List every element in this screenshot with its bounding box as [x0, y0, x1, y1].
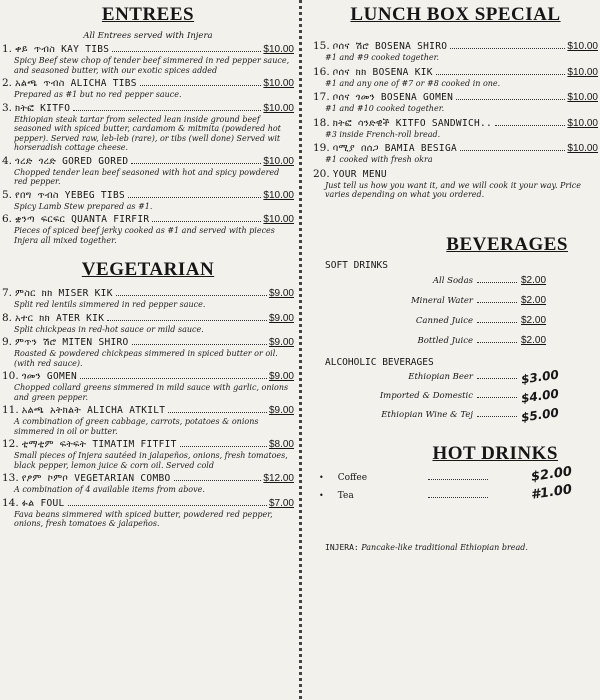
dotted-leader	[131, 163, 261, 164]
menu-item-description: Fava beans simmered with spiced butter, powdered red pepper, onions, fresh tomatoes & jalapeños.	[14, 509, 273, 528]
menu-item-description: Spicy Beef stew chop of tender beef simmered in red pepper sauce, and seasoned butter, with our exotic spices added	[14, 56, 290, 75]
menu-item	[2, 312, 294, 335]
beverage-name: Bottled Juice	[417, 335, 473, 346]
menu-item-name: ጎረድ ጎረድ GORED GORED	[15, 155, 129, 167]
menu-item	[313, 91, 598, 114]
menu-item	[313, 142, 598, 165]
dotted-leader	[107, 320, 267, 321]
menu-item-number: 6.	[2, 213, 13, 225]
menu-item	[2, 77, 294, 100]
menu-item	[2, 336, 294, 368]
menu-item	[313, 40, 598, 63]
beverage-row	[313, 311, 598, 331]
entrees-subtitle: All Entrees served with Injera	[83, 31, 213, 41]
hot-drink-name: Coffee	[337, 472, 368, 483]
menu-item-line	[2, 370, 294, 383]
dotted-leader	[436, 74, 566, 75]
menu-item-name: አተር ክክ ATER KIK	[15, 312, 105, 324]
dotted-leader	[68, 505, 267, 506]
hot-drinks-title: HOT DRINKS	[432, 442, 558, 464]
menu-item-price: $10.00	[567, 117, 598, 129]
menu-item	[2, 404, 294, 436]
menu-item-description: Small pieces of Injera sautéed in jalapeños, onions, fresh tomatoes, black pepper, lemon juice & corn oil. Served cold	[14, 451, 288, 470]
beverage-price: $2.00	[521, 294, 547, 306]
menu-item-line	[313, 142, 598, 155]
dotted-leader	[152, 221, 261, 222]
dotted-leader	[112, 51, 261, 52]
lunch-box-title: LUNCH BOX SPECIAL	[350, 4, 561, 25]
menu-item-number: 7.	[2, 287, 13, 299]
menu-item-line	[2, 213, 294, 226]
menu-item-line	[2, 287, 294, 300]
soft-drinks-list	[313, 271, 598, 351]
menu-item-line	[2, 155, 294, 168]
menu-item-price: $9.00	[268, 312, 294, 324]
menu-item-name: አልጫ አትክልት ALICHA ATKILT	[21, 405, 166, 416]
menu-item-number: 11.	[2, 404, 19, 416]
dotted-leader	[128, 197, 261, 198]
menu-item-line	[2, 77, 294, 90]
menu-item	[2, 287, 294, 310]
column-divider	[299, 0, 302, 700]
menu-item	[313, 117, 598, 140]
menu-item-description: #1 and any one of #7 or #8 cooked in one.	[325, 78, 501, 88]
menu-item-name: አልጫ ጥብስ ALICHA TIBS	[15, 78, 137, 89]
menu-item-description: Ethiopian steak tartar from selected lean inside ground beef seasoned with spiced butter, cardamom & mitmita (powdered hot pepper). Served raw, leb-leb (rare), or tibs (well done) Served wit horseradish cottage cheese.	[14, 114, 281, 152]
menu-item-number: 8.	[2, 311, 13, 324]
menu-item-number: 18.	[313, 116, 330, 129]
menu-item-number: 1.	[2, 43, 13, 55]
alcoholic-list	[313, 368, 598, 425]
handwritten-price: $4.00	[520, 385, 560, 406]
menu-item-line	[313, 40, 598, 53]
injera-text: Pancake-like traditional Ethiopian bread.	[361, 542, 528, 552]
menu-item	[2, 438, 294, 470]
beverage-name: Ethiopian Wine & Tej	[381, 409, 473, 420]
dotted-leader	[80, 378, 267, 379]
menu-item-price: $8.00	[268, 439, 294, 450]
menu-item-description: Chopped collard greens simmered in mild sauce with garlic, onions and green pepper.	[14, 383, 289, 402]
beverage-price: $2.00	[521, 314, 547, 326]
handwritten-price: $3.00	[520, 366, 560, 387]
menu-item-price: $10.00	[263, 44, 294, 55]
bullet-icon: •	[319, 472, 324, 482]
menu-item-price: $10.00	[567, 41, 598, 52]
dotted-leader	[428, 497, 488, 498]
menu-item-name: ፉል FOUL	[21, 497, 65, 509]
menu-item-number: 12.	[2, 438, 19, 450]
menu-item-number: 13.	[2, 472, 19, 484]
dotted-leader	[477, 342, 517, 343]
menu-item-number: 20.	[313, 167, 330, 180]
menu-item-name: ቦሰና ጎመን BOSENA GOMEN	[332, 92, 454, 103]
menu-item-price: $10.00	[263, 214, 294, 225]
menu-item	[2, 497, 294, 529]
menu-item-line	[313, 66, 598, 79]
menu-item-number: 3.	[2, 101, 13, 114]
dotted-leader	[132, 344, 267, 345]
menu-item-name: YOUR MENU	[332, 168, 387, 180]
menu-item-price: $9.00	[268, 371, 294, 382]
handwritten-price: $2.00	[530, 463, 573, 485]
menu-item-price: $10.00	[263, 78, 294, 89]
menu-item-line	[313, 117, 598, 130]
menu-item-line	[2, 189, 294, 202]
menu-item-description: Pieces of spiced beef jerky cooked as #1 and served with pieces Injera all mixed together.	[14, 226, 275, 245]
menu-item-name: ቲማቲም ፍትፍት TIMATIM FITFIT	[21, 439, 177, 450]
menu-item-description: #1 and #10 cooked together.	[325, 104, 445, 113]
injera-label: INJERA:	[325, 542, 359, 552]
menu-item-name: ቋንጣ ፍርፍር QUANTA FIRFIR	[15, 214, 150, 225]
menu-item-number: 10.	[2, 370, 19, 382]
menu-item-description: #3 inside French-roll bread.	[325, 129, 441, 139]
menu-item	[313, 66, 598, 89]
menu-item-name: ምስር ክክ MISER KIK	[15, 288, 113, 299]
injera-note	[325, 543, 598, 552]
lunch-box-list	[313, 40, 598, 200]
soft-drinks-heading: SOFT DRINKS	[325, 259, 388, 271]
menu-item-name: ቀይ ጥብስ KAY TIBS	[15, 44, 110, 55]
menu-item	[2, 155, 294, 187]
vegetarian-title: VEGETARIAN	[81, 259, 215, 280]
menu-item-name: ክትፎ KITFO	[15, 102, 71, 114]
menu-item-name: ባሚያ በሰጋ BAMIA BESIGA	[332, 143, 457, 154]
menu-item	[2, 102, 294, 153]
dotted-leader	[477, 378, 517, 379]
entree-list	[2, 43, 294, 245]
beverage-name: Canned Juice	[415, 315, 473, 326]
hot-drink-name: Tea	[337, 490, 354, 501]
beverage-name: Mineral Water	[410, 295, 473, 306]
menu-item-description: #1 cooked with fresh okra	[325, 155, 433, 164]
menu-item-price: $10.00	[263, 155, 294, 167]
handwritten-price: #1.00	[530, 481, 573, 503]
beverages-title: BEVERAGES	[446, 233, 568, 255]
menu-item	[2, 213, 294, 245]
dotted-leader	[73, 110, 261, 111]
menu-item	[2, 43, 294, 75]
menu-item-line	[313, 168, 598, 181]
menu-item-line	[313, 91, 598, 104]
menu-item-name: ክትፎ ሳንድዊች KITFO SANDWICH..	[332, 117, 493, 129]
menu-item-description: Chopped tender lean beef seasoned with hot and spicy powdered red pepper.	[14, 167, 280, 186]
menu-item-line	[2, 404, 294, 417]
menu-item-line	[2, 336, 294, 349]
dotted-leader	[140, 85, 262, 86]
menu-item-number: 5.	[2, 188, 13, 201]
menu-item-line	[2, 102, 294, 115]
menu-item-price: $10.00	[263, 102, 294, 114]
beverage-row	[313, 291, 598, 311]
menu-item-line	[2, 312, 294, 325]
menu-item	[313, 168, 598, 200]
menu-item-number: 16.	[313, 65, 330, 78]
dotted-leader	[116, 295, 267, 296]
menu-item-description: Just tell us how you want it, and we will cook it your way. Price varies depending on what you ordered.	[325, 180, 582, 199]
dotted-leader	[168, 412, 267, 413]
menu-item-number: 2.	[2, 77, 13, 89]
menu-item-number: 15.	[313, 40, 330, 52]
menu-item-description: Split chickpeas in red-hot sauce or mild sauce.	[14, 324, 204, 334]
menu-item	[2, 472, 294, 495]
menu-item-line	[2, 497, 294, 510]
menu-item-line	[2, 43, 294, 56]
menu-item-price: $10.00	[263, 189, 294, 201]
dotted-leader	[174, 480, 262, 481]
menu-item-name: ቦሰና ሽሮ BOSENA SHIRO	[332, 41, 448, 52]
handwritten-price: $5.00	[520, 404, 560, 425]
menu-item	[2, 370, 294, 402]
menu-item-description: Split red lentils simmered in red pepper sauce.	[14, 300, 206, 309]
menu-item-name: ጎመን GOMEN	[21, 371, 78, 382]
menu-item-price: $9.00	[268, 337, 294, 348]
alcoholic-heading: ALCOHOLIC BEVERAGES	[325, 356, 434, 368]
dotted-leader	[477, 416, 517, 417]
beverage-row	[313, 331, 598, 351]
menu-item-price: $7.00	[268, 497, 294, 509]
menu-item-number: 14.	[2, 496, 19, 509]
menu-item-name: የፆም ኮምቦ VEGETARIAN COMBO	[21, 473, 171, 484]
menu-item-price: $10.00	[567, 66, 598, 78]
bullet-icon: •	[319, 490, 324, 500]
dotted-leader	[477, 302, 517, 303]
menu-item-number: 4.	[2, 154, 13, 167]
menu-item	[2, 189, 294, 212]
beverage-name: Imported & Domestic	[379, 390, 473, 401]
dotted-leader	[477, 282, 517, 283]
menu-item-description: Spicy Lamb Stew prepared as #1.	[14, 201, 153, 211]
left-column	[2, 0, 294, 531]
menu-item-price: $10.00	[567, 92, 598, 103]
menu-item-number: 19.	[313, 142, 330, 154]
menu-item-price: $10.00	[567, 143, 598, 154]
vegetarian-list	[2, 287, 294, 529]
dotted-leader	[477, 322, 517, 323]
beverage-row	[313, 271, 598, 291]
menu-item-number: 17.	[313, 91, 330, 103]
dotted-leader	[477, 397, 517, 398]
hot-drinks-list	[319, 463, 598, 505]
beverage-name: Ethiopian Beer	[408, 371, 473, 382]
menu-item-description: Roasted & powdered chickpeas simmered in spiced butter or oil. (with red sauce).	[14, 349, 278, 368]
menu-item-name: የበግ ጥብስ YEBEG TIBS	[15, 189, 125, 201]
menu-item-description: A combination of 4 available items from above.	[14, 485, 205, 494]
menu-item-price: $9.00	[268, 288, 294, 299]
menu-item-line	[2, 438, 294, 451]
dotted-leader	[428, 479, 488, 480]
beverage-price: $2.00	[521, 274, 547, 286]
menu-item-price: $12.00	[263, 473, 294, 484]
menu-item-price: $9.00	[268, 405, 294, 416]
dotted-leader	[495, 125, 565, 126]
menu-item-description: A combination of green cabbage, carrots, potatoes & onions simmered in oil or butter.	[14, 417, 259, 436]
menu-item-number: 9.	[2, 336, 13, 348]
entrees-title: ENTREES	[101, 4, 195, 25]
menu-item-description: Prepared as #1 but no red pepper sauce.	[14, 90, 182, 99]
menu-item-name: ቦሰና ክክ BOSENA KIK	[332, 66, 433, 78]
right-column	[313, 0, 598, 552]
dotted-leader	[456, 99, 565, 100]
beverage-price: $2.00	[521, 334, 547, 346]
menu-item-description: #1 and #9 cooked together.	[325, 53, 440, 62]
dotted-leader	[180, 446, 267, 447]
menu-item-line	[2, 472, 294, 485]
menu-item-name: ምጥን ሽሮ MITEN SHIRO	[15, 337, 129, 348]
dotted-leader	[460, 150, 565, 151]
beverage-name: All Sodas	[432, 275, 473, 286]
dotted-leader	[450, 48, 565, 49]
